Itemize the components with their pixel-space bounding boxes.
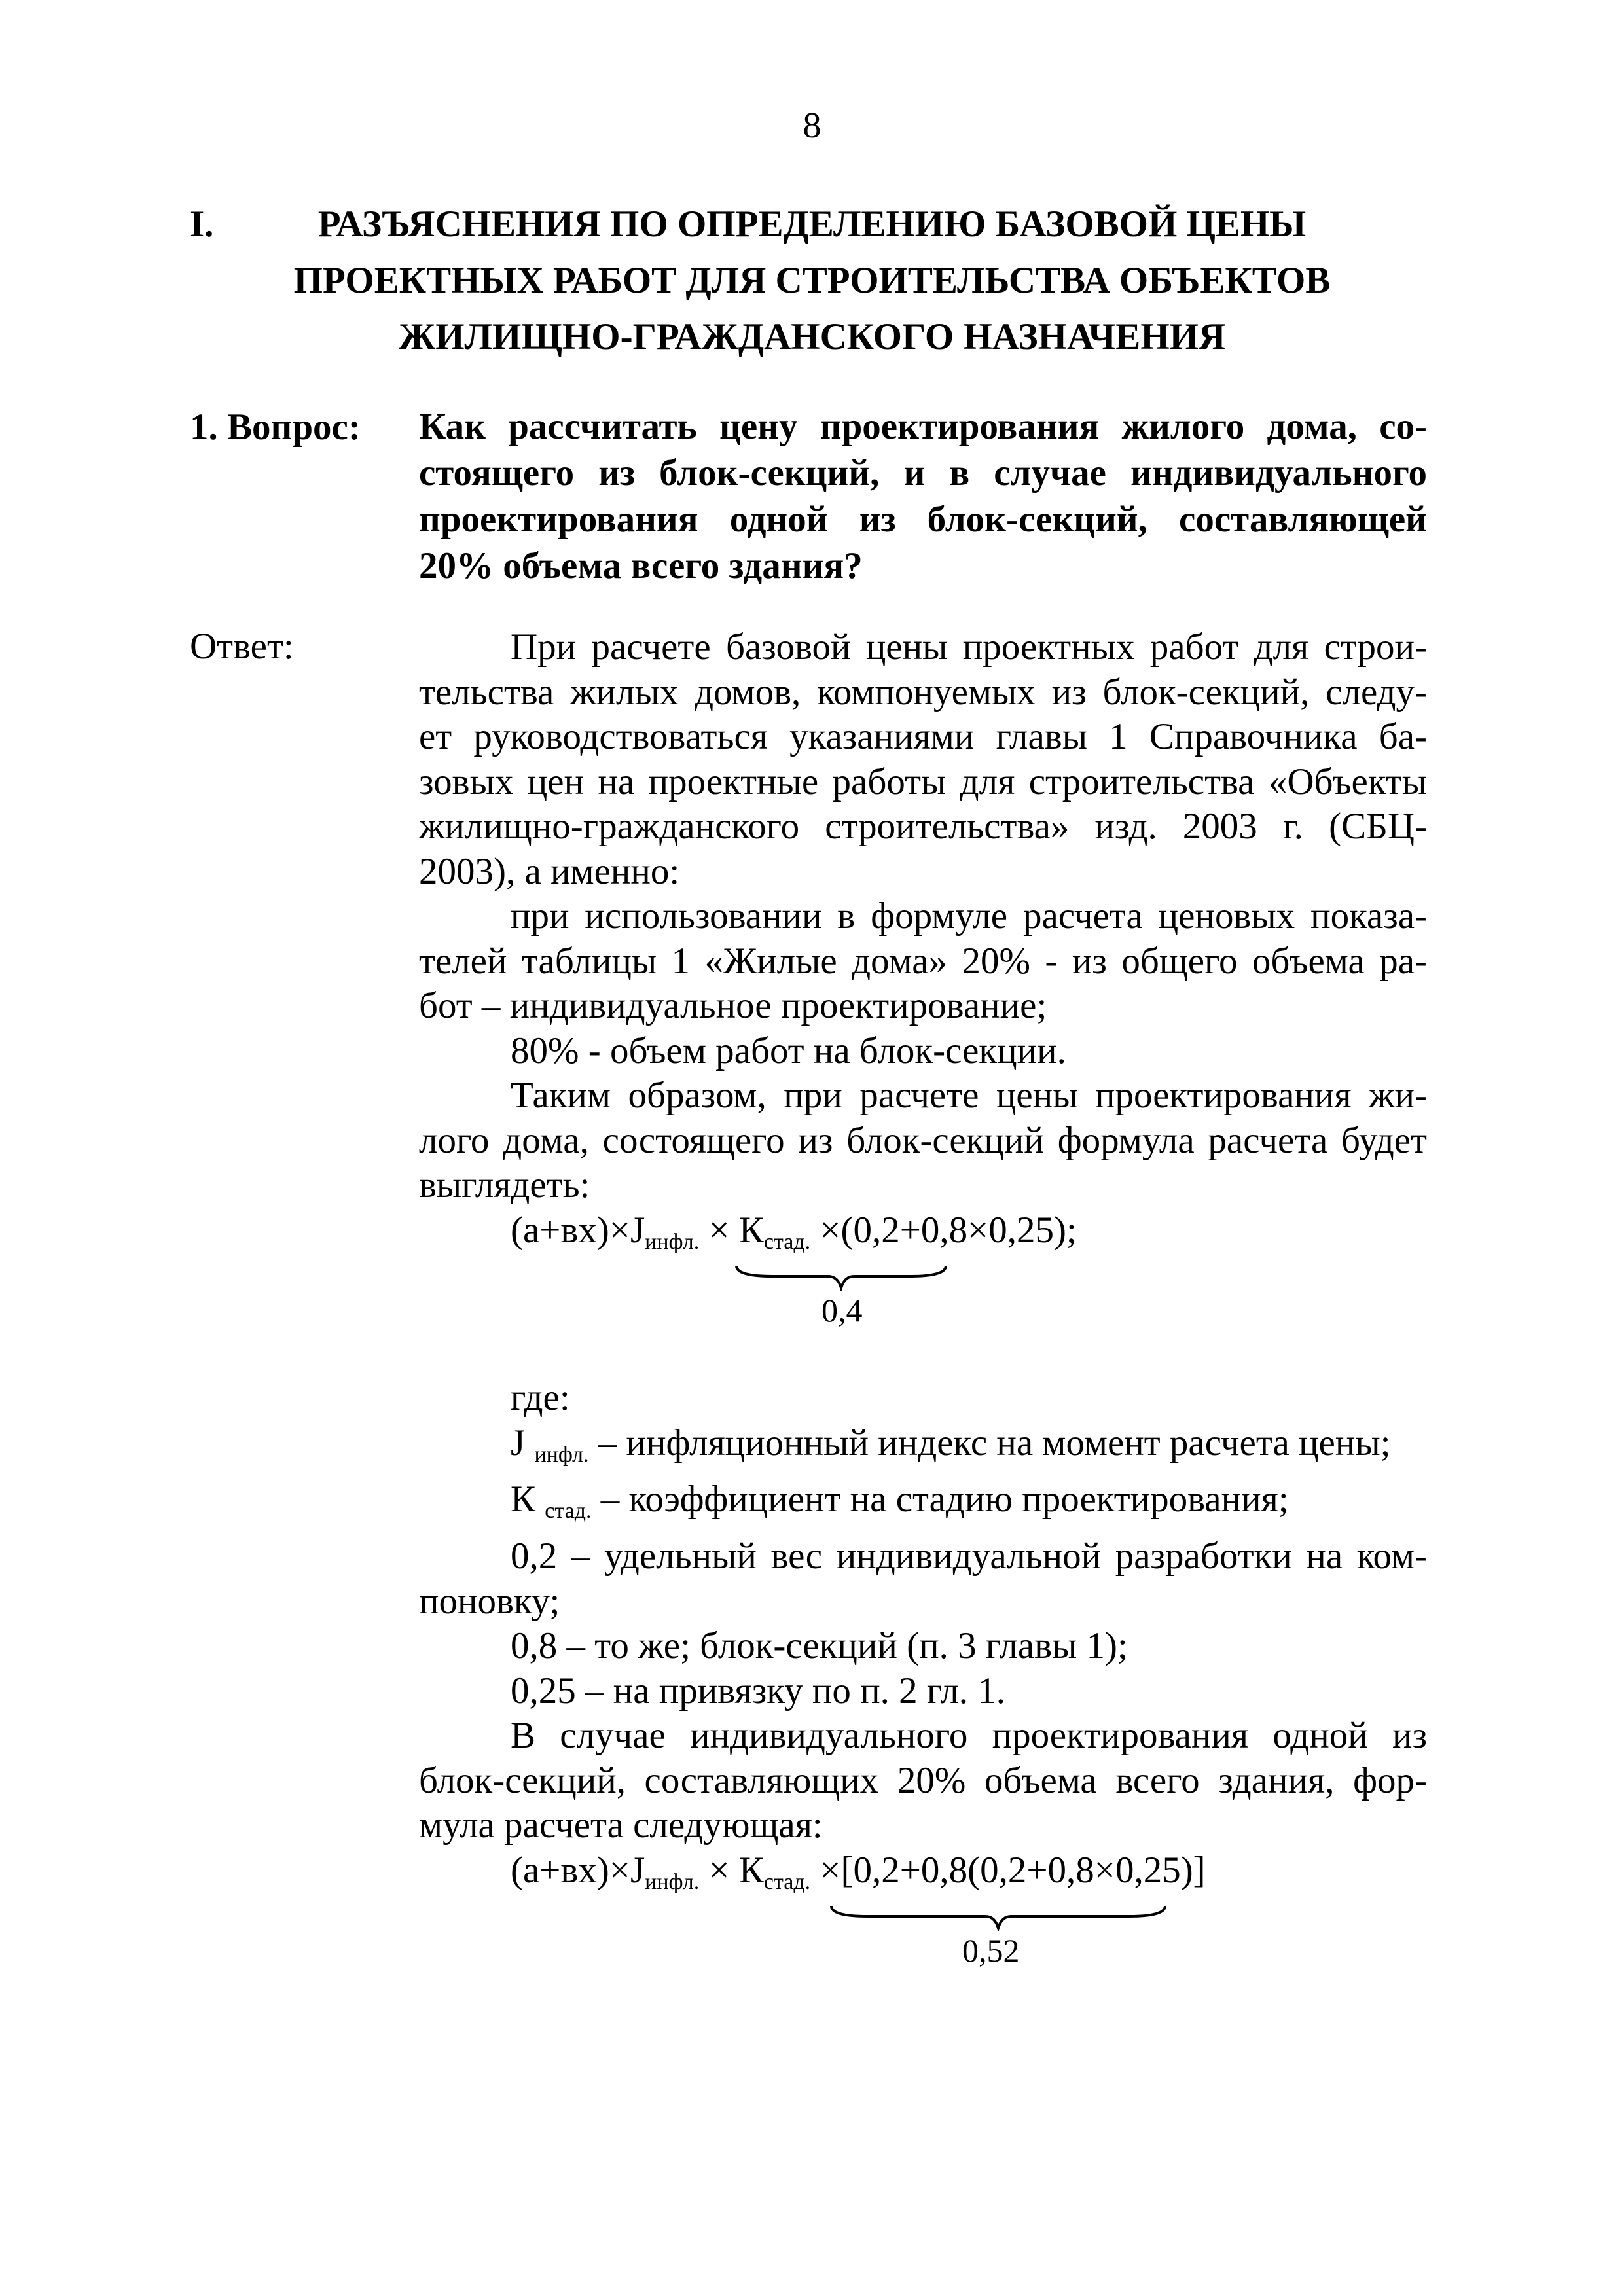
- answer-line: зовых цен на проектные работы для строительства «Объекты: [419, 761, 1427, 802]
- formula-2-brace: [419, 1905, 1427, 1931]
- question-line: Как рассчитать цену проектирования жилого дома, со-: [419, 406, 1427, 447]
- formula-2-brace-label: 0,52: [962, 1932, 1020, 1969]
- definition-k: К $_{стад.}$ – коэффициент на стадию проектирования;: [511, 1479, 1289, 1524]
- definition-02: 0,2 – удельный вес индивидуальной разработки на ком-: [511, 1535, 1427, 1577]
- answer-line: блок-секций, составляющих 20% объема всего здания, фор-: [419, 1759, 1427, 1801]
- question-line: проектирования одной из блок-секций, составляющей: [419, 499, 1427, 540]
- where-label: где:: [511, 1377, 570, 1419]
- answer-line: телей таблицы 1 «Жилые дома» 20% - из общего объема ра-: [419, 940, 1427, 982]
- formula-1: $(а+вх)\times J_{инфл.} \times К_{стад.} \times(0,2+0,8\times 0,25)$;: [511, 1209, 1077, 1254]
- page-number: 8: [803, 105, 821, 146]
- formula-1-brace-label: 0,4: [821, 1292, 863, 1329]
- definition-08: 0,8 – то же; блок-секций (п. 3 главы 1);: [511, 1625, 1128, 1667]
- answer-line: При расчете базовой цены проектных работ для строи-: [511, 626, 1427, 668]
- answer-line: Таким образом, при расчете цены проектирования жи-: [511, 1075, 1427, 1116]
- answer-line: мула расчета следующая:: [419, 1804, 823, 1846]
- answer-line: 2003), а именно:: [419, 850, 680, 892]
- answer-line: тельства жилых домов, компонуемых из блок-секций, следу-: [419, 671, 1427, 713]
- answer-line: ет руководствоваться указаниями главы 1 Справочника ба-: [419, 716, 1427, 757]
- section-title-line: ЖИЛИЩНО-ГРАЖДАНСКОГО НАЗНАЧЕНИЯ: [398, 316, 1226, 357]
- answer-line: выглядеть:: [419, 1164, 590, 1206]
- section-title-line: ПРОЕКТНЫХ РАБОТ ДЛЯ СТРОИТЕЛЬСТВА ОБЪЕКТОВ: [293, 260, 1331, 301]
- formula-2: $(а+вх)\times J_{инфл.} \times К_{стад.} \times[0,2+0,8(0,2+0,8\times 0,25)]$: [511, 1849, 1206, 1894]
- answer-line: 80% - объем работ на блок-секции.: [511, 1030, 1066, 1071]
- question-line: 20% объема всего здания?: [419, 545, 863, 586]
- definition-j: J $_{инфл.}$ – инфляционный индекс на момент расчета цены;: [511, 1422, 1391, 1467]
- answer-label: Ответ:: [190, 626, 294, 667]
- answer-line: бот – индивидуальное проектирование;: [419, 985, 1047, 1026]
- question-text: [419, 403, 1427, 589]
- answer-body: [419, 625, 1427, 1977]
- question-label: 1. Вопрос:: [190, 406, 361, 448]
- formula-1-brace: [419, 1265, 1427, 1291]
- definition-02-cont: поновку;: [419, 1580, 560, 1622]
- answer-line: жилищно-гражданского строительства» изд. 2003 г. (СБЦ-: [419, 806, 1427, 847]
- question-line: стоящего из блок-секций, и в случае индивидуального: [419, 452, 1427, 493]
- answer-line: лого дома, состоящего из блок-секций формула расчета будет: [419, 1119, 1427, 1161]
- definition-025: 0,25 – на привязку по п. 2 гл. 1.: [511, 1670, 1006, 1712]
- answer-line: при использовании в формуле расчета ценовых показа-: [511, 895, 1427, 937]
- section-number: I.: [190, 204, 214, 245]
- answer-line: В случае индивидуального проектирования одной из: [511, 1715, 1427, 1757]
- section-title: [0, 196, 1624, 365]
- section-title-line: РАЗЪЯСНЕНИЯ ПО ОПРЕДЕЛЕНИЮ БАЗОВОЙ ЦЕНЫ: [317, 204, 1307, 245]
